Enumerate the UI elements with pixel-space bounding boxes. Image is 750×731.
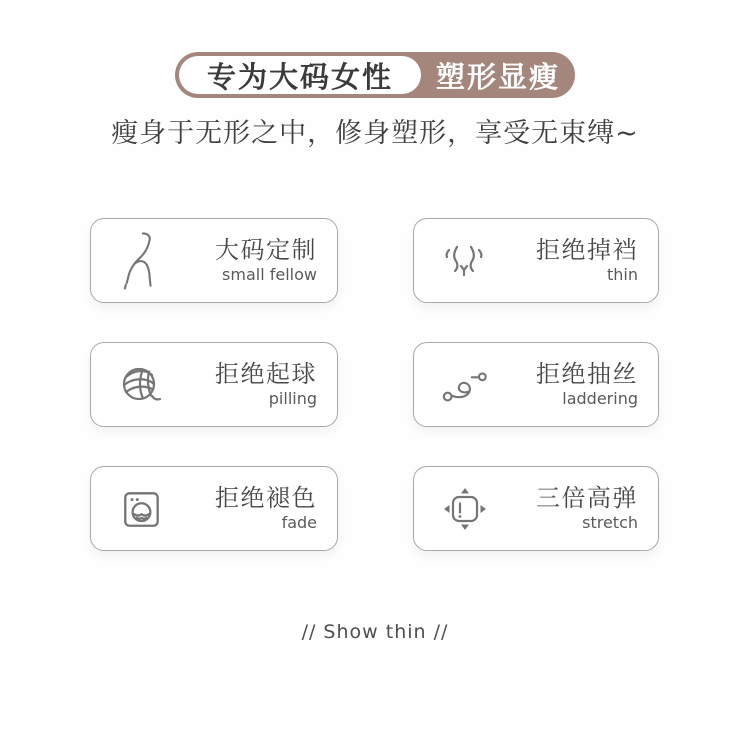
feature-text <box>502 237 658 284</box>
feature-text <box>179 361 337 408</box>
feature-card <box>413 218 659 303</box>
washer-icon <box>105 486 179 532</box>
feature-title: 拒绝抽丝 <box>536 360 638 389</box>
feature-card <box>413 466 659 551</box>
feature-subtitle: small fellow <box>222 264 317 284</box>
feature-title: 拒绝起球 <box>215 360 317 389</box>
feature-card <box>90 342 338 427</box>
header-subtitle: 瘦身于无形之中，修身塑形，享受无束缚~ <box>111 118 639 149</box>
footer-caption: // Show thin // <box>301 621 449 643</box>
feature-card <box>90 466 338 551</box>
feature-subtitle: stretch <box>582 512 638 532</box>
feature-subtitle: fade <box>281 512 317 532</box>
feature-subtitle: laddering <box>562 388 638 408</box>
feature-subtitle: thin <box>607 264 638 284</box>
feature-title: 拒绝褪色 <box>215 484 317 513</box>
header-badge <box>175 52 575 98</box>
feature-text <box>502 361 658 408</box>
feature-text <box>502 485 658 532</box>
feature-card <box>413 342 659 427</box>
waist-icon <box>428 240 502 282</box>
feature-text <box>179 485 337 532</box>
badge-left-label: 专为大码女性 <box>179 56 421 94</box>
feature-subtitle: pilling <box>268 388 317 408</box>
stretch-icon <box>428 484 502 534</box>
feature-card <box>90 218 338 303</box>
badge-right-label: 塑形显瘦 <box>435 59 560 94</box>
thread-icon <box>428 363 502 407</box>
feature-title: 大码定制 <box>215 236 317 265</box>
feature-title: 三倍高弹 <box>536 484 638 513</box>
yarn-icon <box>105 361 179 409</box>
feature-title: 拒绝掉裆 <box>536 236 638 265</box>
feature-text <box>179 237 337 284</box>
legs-icon <box>105 230 179 292</box>
feature-grid <box>90 218 659 551</box>
